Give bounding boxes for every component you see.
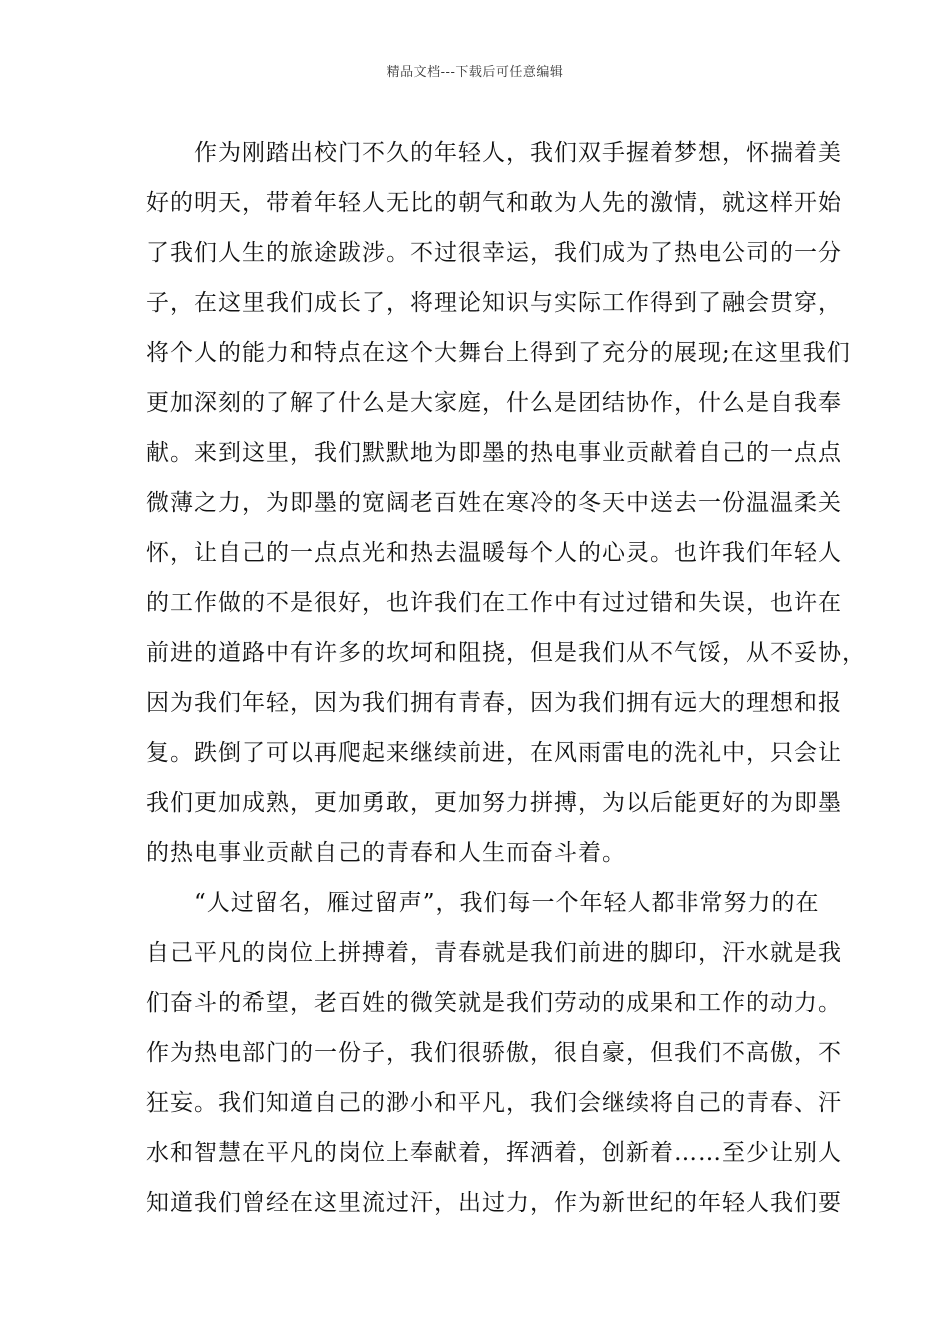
- text-line: 狂妄。我们知道自己的渺小和平凡，我们会继续将自己的青春、汗: [146, 1090, 842, 1116]
- text-line: 将个人的能力和特点在这个大舞台上得到了充分的展现;在这里我们: [146, 340, 851, 366]
- text-line: 作为刚踏出校门不久的年轻人，我们双手握着梦想，怀揣着美: [146, 140, 842, 166]
- text-line: 好的明天，带着年轻人无比的朝气和敢为人先的激情，就这样开始: [146, 190, 842, 216]
- page-header: 精品文档---下载后可任意编辑: [386, 65, 564, 80]
- text-line: 我们更加成熟，更加勇敢，更加努力拼搏，为以后能更好的为即墨: [146, 790, 842, 816]
- text-line: 的工作做的不是很好，也许我们在工作中有过过错和失误，也许在: [146, 590, 842, 616]
- text-line: 知道我们曾经在这里流过汗，出过力，作为新世纪的年轻人我们要: [146, 1190, 842, 1216]
- paragraph-1: [146, 128, 866, 878]
- text-line: 子，在这里我们成长了，将理论知识与实际工作得到了融会贯穿，: [146, 290, 842, 316]
- text-line: 微薄之力，为即墨的宽阔老百姓在寒冷的冬天中送去一份温温柔关: [146, 490, 842, 516]
- text-line: 了我们人生的旅途跋涉。不过很幸运，我们成为了热电公司的一分: [146, 240, 842, 266]
- text-line: 献。来到这里，我们默默地为即墨的热电事业贡献着自己的一点点: [146, 440, 842, 466]
- text-line: “人过留名，雁过留声”，我们每一个年轻人都非常努力的在: [146, 890, 820, 916]
- text-line: 更加深刻的了解了什么是大家庭，什么是团结协作，什么是自我奉: [146, 390, 842, 416]
- text-line: 自己平凡的岗位上拼搏着，青春就是我们前进的脚印，汗水就是我: [146, 940, 842, 966]
- text-line: 作为热电部门的一份子，我们很骄傲，很自豪，但我们不高傲，不: [146, 1040, 842, 1066]
- text-line: 们奋斗的希望，老百姓的微笑就是我们劳动的成果和工作的动力。: [146, 990, 842, 1016]
- paragraph-2: [146, 878, 842, 1228]
- text-line: 复。跌倒了可以再爬起来继续前进，在风雨雷电的洗礼中，只会让: [146, 740, 842, 766]
- text-line: 前进的道路中有许多的坎坷和阻挠，但是我们从不气馁，从不妥协，: [146, 640, 866, 666]
- text-line: 的热电事业贡献自己的青春和人生而奋斗着。: [146, 840, 626, 866]
- text-line: 怀，让自己的一点点光和热去温暖每个人的心灵。也许我们年轻人: [146, 540, 842, 566]
- text-line: 因为我们年轻，因为我们拥有青春，因为我们拥有远大的理想和报: [146, 690, 842, 716]
- text-line: 水和智慧在平凡的岗位上奉献着，挥洒着，创新着……至少让别人: [146, 1140, 842, 1166]
- document-body: [146, 128, 866, 1228]
